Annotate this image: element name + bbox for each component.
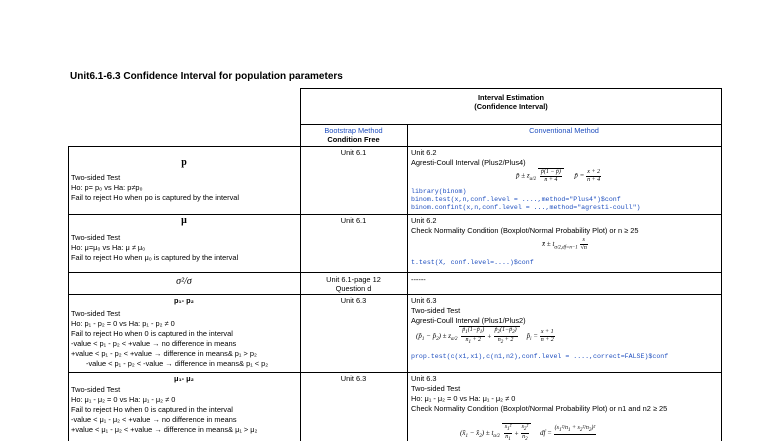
row-p-line: Two-sided Test (71, 173, 121, 182)
page-title: Unit6.1-6.3 Confidence Interval for population parameters (70, 71, 343, 82)
row-p-code: binom.confint(x,n,conf.level = ...,method="agresti-coull") (411, 204, 641, 211)
row-p1p2-symbol: p₁- p₂ (174, 296, 194, 305)
row-p-conv-unit: Unit 6.2 (411, 148, 437, 157)
bootstrap-method-header: Bootstrap Method (324, 126, 383, 135)
row-mu1mu2-conv-line: Two-sided Test (411, 384, 461, 393)
row-p-code: library(binom) (411, 188, 467, 195)
interval-estimation-header: Interval Estimation (477, 93, 545, 102)
conventional-method-header: Conventional Method (529, 126, 599, 135)
row-p1p2-bootstrap: Unit 6.3 (340, 296, 367, 305)
row-p1p2-line: Ho: p₁ - p₂ = 0 vs Ha: p₁ - p₂ ≠ 0 (71, 319, 175, 328)
agresti-coull-formula: p̃ ± $z_{\alpha/2}$ $\frac{p̃(1 - p̃)}{n + 4}$ p̃ = $\frac{x + 2}{n + 4}$ (516, 168, 601, 183)
row-p1p2-conv-line: Unit 6.3 (411, 296, 437, 305)
welch-interval-formula: ($x̄_1$ − $x̄_2) \pm t_{\alpha/2}$ $\frac{s_1^2}{n_1}$ + $\frac{s_2^2}{n_2}$ df = $(s_1^2/n_1 + s_2^2/n_2)^2$ (460, 423, 596, 441)
row-mu-conv-unit: Unit 6.2 (411, 216, 437, 225)
row-mu-line: Ho: μ=μ₀ vs Ha: μ ≠ μ₀ (71, 243, 146, 252)
two-proportion-formula: ($p̃_1$ − $p̃_2) \pm z_{\alpha/2}$ $\frac{p̃_1(1-p̃_1)}{n_1 + 2}$ + $\frac{p̃_2(1-p̃_2)}{n_2 + 2}$ $p̃_i$ = $\frac{x + 1}{n + 2}$ (416, 327, 554, 346)
row-mu-bootstrap: Unit 6.1 (340, 216, 367, 225)
row-p-code: binom.test(x,n,conf.level = ....,method="Plus4")$conf (411, 196, 621, 203)
row-sigma-bootstrap-question: Question d (335, 284, 372, 293)
row-mu-code: t.test(X, conf.level=....)$conf (411, 259, 534, 266)
row-sigma-symbol: σ²/σ (176, 276, 192, 287)
row-p1p2-line: -value < p₁ - p₂ < +value → no difference in means (71, 339, 237, 348)
row-p1p2-line: +value < p₁ - p₂ < +value → difference in means& p₁ > p₂ (71, 349, 257, 358)
row-p-conv-desc: Agresti-Coull Interval (Plus2/Plus4) (411, 158, 526, 167)
row-mu1mu2-line: -value < μ₁ - μ₂ < +value → no difference in means (71, 415, 237, 424)
row-p1p2-line: Fail to reject Ho when 0 is captured in the interval (71, 329, 233, 338)
row-mu1mu2-conv-line: Check Normality Condition (Boxplot/Normal Probability Plot) or n1 and n2 ≥ 25 (411, 404, 668, 413)
row-p-symbol: p (181, 157, 187, 168)
row-mu1mu2-conv-line: Unit 6.3 (411, 374, 437, 383)
row-mu1mu2-bootstrap: Unit 6.3 (340, 374, 367, 383)
row-mu-line: Fail to reject Ho when μ₀ is captured by the interval (71, 253, 239, 262)
row-mu1mu2-symbol: μ₁- μ₂ (174, 374, 194, 383)
row-sigma-bootstrap: Unit 6.1-page 12 (326, 275, 381, 284)
row-mu1mu2-conv-line: Ho: μ₁ - μ₂ = 0 vs Ha: μ₁ - μ₂ ≠ 0 (411, 394, 516, 403)
row-p1p2-line: Two-sided Test (71, 309, 121, 318)
t-interval-formula: x̄ ± $t_{\alpha/2,df=n-1}$ $\frac{s}{√n}$ (542, 237, 587, 251)
row-mu-conv-desc: Check Normality Condition (Boxplot/Normal Probability Plot) or n ≥ 25 (411, 226, 639, 235)
row-mu-line: Two-sided Test (71, 233, 121, 242)
row-mu1mu2-line: +value < μ₁ - μ₂ < +value → difference in means& μ₁ > μ₂ (71, 425, 258, 434)
confidence-interval-table (68, 88, 722, 441)
confidence-interval-subheader: (Confidence Interval) (474, 102, 548, 111)
row-mu1mu2-line: Two-sided Test (71, 385, 121, 394)
row-mu1mu2-line: Ho: μ₁ - μ₂ = 0 vs Ha: μ₁ - μ₂ ≠ 0 (71, 395, 176, 404)
row-p-line: Ho: p= p₀ vs Ha: p≠p₀ (71, 183, 143, 192)
row-p1p2-line: -value < p₁ - p₂ < -value → difference in means& p₁ < p₂ (86, 359, 269, 368)
condition-free-label: Condition Free (327, 135, 380, 144)
row-mu-symbol: μ (181, 215, 187, 226)
row-sigma-conv: ------ (411, 275, 426, 284)
row-p1p2-conv-line: Two-sided Test (411, 306, 461, 315)
row-mu1mu2-line: Fail to reject Ho when 0 is captured in the interval (71, 405, 233, 414)
row-p-bootstrap: Unit 6.1 (340, 148, 367, 157)
row-p-line: Fail to reject Ho when po is captured by the interval (71, 193, 240, 202)
row-p1p2-code: prop.test(c(x1,x1),c(n1,n2),conf.level = ....,correct=FALSE)$conf (411, 353, 669, 360)
row-p1p2-conv-line: Agresti-Coull Interval (Plus1/Plus2) (411, 316, 526, 325)
